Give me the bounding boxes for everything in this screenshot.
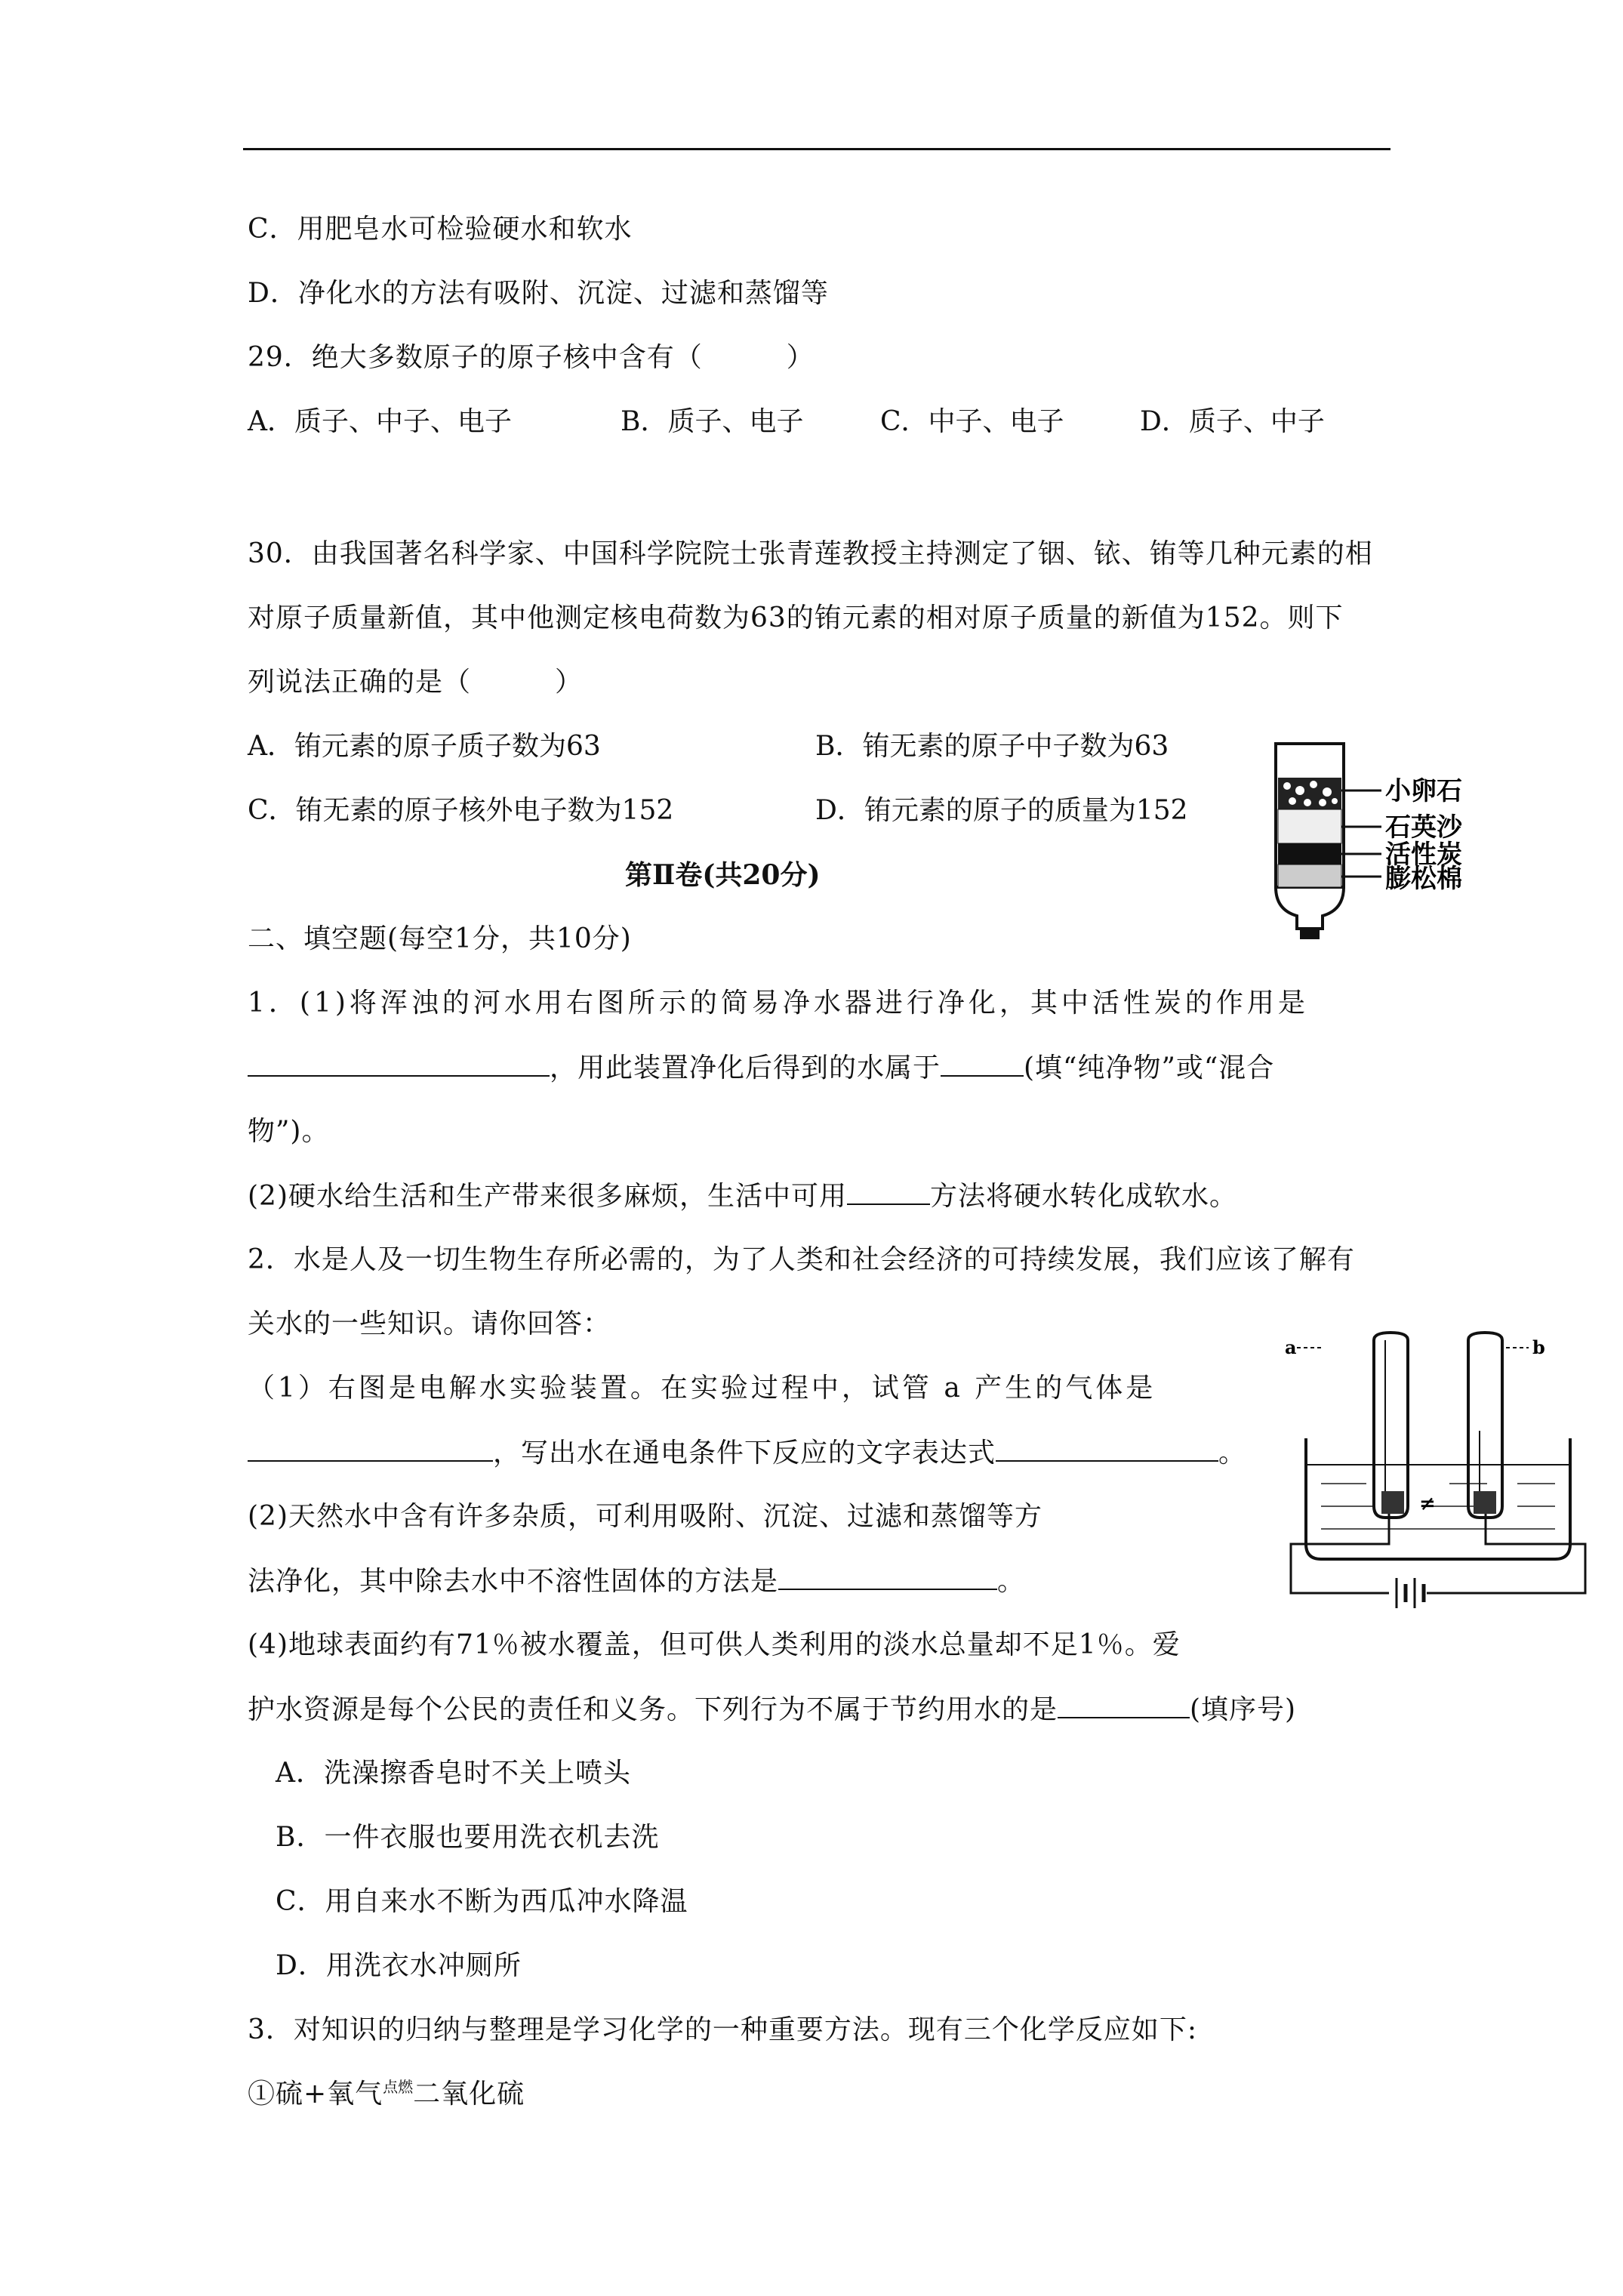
f1-line-4: [248, 1178, 1237, 1215]
charcoal-layer: [1278, 843, 1341, 864]
fill-in-section-heading: 二、填空题(每空1分，共10分): [248, 923, 632, 954]
f2-line-1: 2．水是人及一切生物生存所必需的，为了人类和社会经济的可持续发展，我们应该了解有: [248, 1244, 1355, 1275]
f2-line-6-end: 。: [997, 1566, 1026, 1597]
q29-option-d: D．质子、中子: [1140, 406, 1325, 437]
f2-line-8-b: (填序号): [1190, 1694, 1297, 1725]
water-mark: ≠: [1419, 1493, 1436, 1515]
label-activated-carbon: 活性炭: [1385, 840, 1462, 870]
wire-right: [1427, 1514, 1585, 1593]
label-tube-a: a: [1285, 1336, 1297, 1358]
equation-product: 二氧化硫: [413, 2079, 525, 2110]
answer-blank-6[interactable]: [778, 1563, 997, 1590]
f2-line-5: (2)天然水中含有许多杂质，可利用吸附、沉淀、过滤和蒸馏等方: [248, 1501, 1042, 1532]
answer-blank-4[interactable]: [248, 1435, 493, 1462]
f2-line-3: （1）右图是电解水实验装置。在实验过程中，试管 a 产生的气体是: [248, 1373, 1156, 1404]
equation-reactants: ①硫+氧气: [248, 2079, 383, 2110]
f2-line-4: [248, 1435, 1246, 1472]
q30-option-b: B．铕无素的原子中子数为63: [815, 731, 1169, 762]
f1-line-1: 1．(1)将浑浊的河水用右图所示的简易净水器进行净化，其中活性炭的作用是: [248, 988, 1309, 1019]
part-ii-title: 第Ⅱ卷(共20分): [625, 859, 821, 891]
answer-blank-1[interactable]: [248, 1049, 550, 1077]
f2-option-d: D．用洗衣水冲厕所: [276, 1950, 522, 1981]
answer-blank-2[interactable]: [941, 1049, 1024, 1077]
q30-line-1: 30．由我国著名科学家、中国科学院院士张青莲教授主持测定了铟、铱、铕等几种元素的相: [248, 538, 1373, 569]
f3-line-1: 3．对知识的归纳与整理是学习化学的一种重要方法。现有三个化学反应如下:: [248, 2014, 1198, 2045]
label-pebbles: 小卵石: [1385, 776, 1462, 806]
water-purifier-figure: [1253, 736, 1502, 955]
f2-line-4-end: 。: [1218, 1438, 1247, 1469]
f1-line-2: [248, 1049, 1274, 1086]
f1-line-3: 物”)。: [248, 1116, 330, 1147]
f2-option-c: C．用自来水不断为西瓜冲水降温: [276, 1886, 688, 1917]
label-cotton: 膨松棉: [1385, 864, 1462, 894]
electrode-a: [1381, 1491, 1404, 1514]
f1-line-2-end: (填“纯净物”或“混合: [1024, 1052, 1275, 1083]
cotton-layer: [1278, 864, 1341, 887]
q29-stem: 29．绝大多数原子的原子核中含有（ ）: [248, 342, 815, 373]
test-tube-b: [1468, 1333, 1502, 1518]
q30-option-c: C．铕无素的原子核外电子数为152: [248, 795, 674, 826]
f2-line-8: [248, 1691, 1296, 1728]
answer-blank-5[interactable]: [996, 1435, 1218, 1462]
q29-option-a: A．质子、中子、电子: [248, 406, 512, 437]
q28-option-d: D．净化水的方法有吸附、沉淀、过滤和蒸馏等: [248, 278, 829, 309]
battery-icon: [1397, 1578, 1424, 1608]
q30-option-d: D．铕元素的原子的质量为152: [815, 795, 1188, 826]
f1-line-4-b: 方法将硬水转化成软水。: [930, 1181, 1238, 1212]
label-quartz-sand: 石英沙: [1385, 812, 1462, 843]
test-tube-a: [1374, 1333, 1408, 1518]
answer-blank-3[interactable]: [847, 1178, 930, 1205]
equation-condition: 点燃: [383, 2078, 414, 2096]
q28-option-c: C．用肥皂水可检验硬水和软水: [248, 214, 633, 245]
purifier-outlet: [1300, 929, 1320, 939]
f1-line-2-mid: ，用此装置净化后得到的水属于: [550, 1052, 941, 1083]
q30-line-3: 列说法正确的是（ ）: [248, 667, 584, 698]
f2-line-6: [248, 1563, 1025, 1600]
f2-line-7: (4)地球表面约有71％被水覆盖，但可供人类利用的淡水总量却不足1％。爱: [248, 1629, 1181, 1660]
f2-line-2: 关水的一些知识。请你回答：: [248, 1308, 611, 1339]
answer-blank-7[interactable]: [1058, 1691, 1190, 1718]
header-rule: [243, 148, 1390, 150]
sand-layer: [1278, 809, 1341, 843]
q30-option-a: A．铕元素的原子质子数为63: [248, 731, 601, 762]
f2-option-b: B．一件衣服也要用洗衣机去洗: [276, 1822, 660, 1853]
electrode-b: [1474, 1491, 1496, 1514]
f1-line-4-a: (2)硬水给生活和生产带来很多麻烦，生活中可用: [248, 1181, 847, 1212]
water-basin: [1306, 1438, 1570, 1559]
label-tube-b: b: [1532, 1336, 1545, 1358]
electrolysis-figure: [1276, 1325, 1608, 1627]
f2-option-a: A．洗澡擦香皂时不关上喷头: [276, 1758, 631, 1789]
q29-option-c: C．中子、电子: [880, 406, 1064, 437]
f2-line-4-mid: ，写出水在通电条件下反应的文字表达式: [493, 1438, 996, 1469]
purifier-neck: [1276, 887, 1344, 929]
q30-line-2: 对原子质量新值，其中他测定核电荷数为63的铕元素的相对原子质量的新值为152。则下: [248, 603, 1344, 633]
f2-line-6-a: 法净化，其中除去水中不溶性固体的方法是: [248, 1566, 779, 1597]
f3-equation-1: [248, 2076, 525, 2116]
q29-option-b: B．质子、电子: [621, 406, 804, 437]
f2-line-8-a: 护水资源是每个公民的责任和义务。下列行为不属于节约用水的是: [248, 1694, 1058, 1725]
